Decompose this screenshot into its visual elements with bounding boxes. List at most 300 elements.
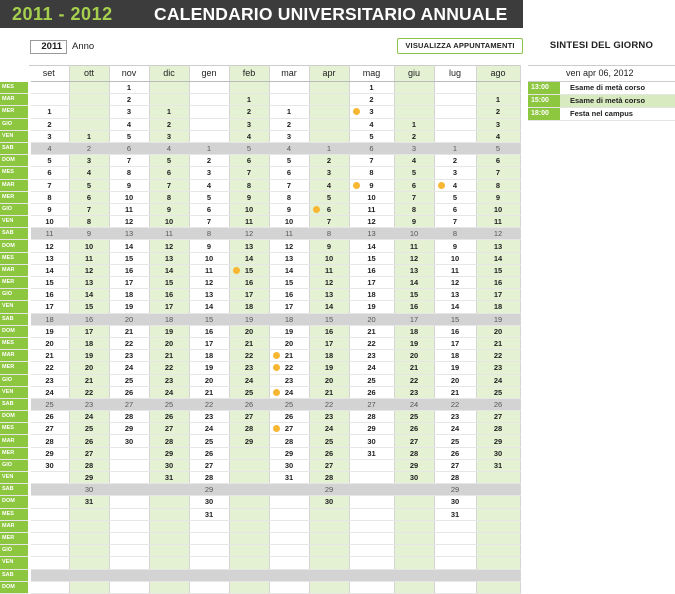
day-cell[interactable] <box>476 325 520 337</box>
day-cell[interactable] <box>109 301 149 313</box>
day-cell[interactable] <box>394 545 434 557</box>
day-cell[interactable] <box>29 569 69 581</box>
day-cell[interactable] <box>476 386 520 398</box>
day-cell[interactable] <box>149 289 189 301</box>
day-cell[interactable] <box>149 277 189 289</box>
day-cell[interactable] <box>349 313 394 325</box>
day-cell[interactable] <box>476 179 520 191</box>
day-cell[interactable] <box>349 423 394 435</box>
day-cell[interactable] <box>434 532 476 544</box>
day-cell[interactable] <box>269 447 309 459</box>
day-cell[interactable] <box>69 545 109 557</box>
day-cell[interactable] <box>229 386 269 398</box>
day-cell[interactable] <box>29 191 69 203</box>
day-cell[interactable] <box>476 203 520 215</box>
day-cell[interactable] <box>394 569 434 581</box>
day-cell[interactable] <box>109 581 149 593</box>
day-cell[interactable] <box>476 350 520 362</box>
day-cell[interactable] <box>434 435 476 447</box>
day-cell[interactable] <box>269 191 309 203</box>
day-cell[interactable] <box>434 130 476 142</box>
day-cell[interactable] <box>229 398 269 410</box>
day-cell[interactable] <box>189 130 229 142</box>
day-cell[interactable] <box>229 142 269 154</box>
day-cell[interactable] <box>349 337 394 349</box>
day-cell[interactable] <box>69 447 109 459</box>
day-cell[interactable] <box>149 203 189 215</box>
day-cell[interactable] <box>394 240 434 252</box>
day-cell[interactable] <box>149 191 189 203</box>
day-cell[interactable] <box>309 398 349 410</box>
day-cell[interactable] <box>189 423 229 435</box>
day-cell[interactable] <box>69 472 109 484</box>
day-cell[interactable] <box>434 362 476 374</box>
day-cell[interactable] <box>309 203 349 215</box>
day-cell[interactable] <box>349 374 394 386</box>
day-cell[interactable] <box>349 240 394 252</box>
day-cell[interactable] <box>476 557 520 569</box>
day-cell[interactable] <box>229 459 269 471</box>
day-cell[interactable] <box>29 301 69 313</box>
day-cell[interactable] <box>149 520 189 532</box>
day-cell[interactable] <box>476 459 520 471</box>
day-cell[interactable] <box>189 155 229 167</box>
day-cell[interactable] <box>69 484 109 496</box>
day-cell[interactable] <box>149 142 189 154</box>
day-cell[interactable] <box>434 581 476 593</box>
day-cell[interactable] <box>476 216 520 228</box>
day-cell[interactable] <box>29 362 69 374</box>
day-cell[interactable] <box>476 142 520 154</box>
day-cell[interactable] <box>29 350 69 362</box>
day-cell[interactable] <box>476 228 520 240</box>
day-cell[interactable] <box>109 484 149 496</box>
day-cell[interactable] <box>189 301 229 313</box>
day-cell[interactable] <box>29 289 69 301</box>
day-cell[interactable] <box>434 167 476 179</box>
day-cell[interactable] <box>394 496 434 508</box>
day-cell[interactable] <box>269 459 309 471</box>
day-cell[interactable] <box>434 374 476 386</box>
day-cell[interactable] <box>476 277 520 289</box>
day-cell[interactable] <box>29 313 69 325</box>
day-cell[interactable] <box>149 252 189 264</box>
day-cell[interactable] <box>229 581 269 593</box>
day-cell[interactable] <box>269 277 309 289</box>
day-cell[interactable] <box>349 386 394 398</box>
day-cell[interactable] <box>69 386 109 398</box>
day-cell[interactable] <box>434 496 476 508</box>
day-cell[interactable] <box>394 581 434 593</box>
day-cell[interactable] <box>29 374 69 386</box>
day-cell[interactable] <box>309 106 349 118</box>
day-cell[interactable] <box>309 569 349 581</box>
day-cell[interactable] <box>309 362 349 374</box>
day-cell[interactable] <box>189 411 229 423</box>
day-cell[interactable] <box>309 313 349 325</box>
day-cell[interactable] <box>269 484 309 496</box>
day-cell[interactable] <box>309 386 349 398</box>
day-cell[interactable] <box>29 532 69 544</box>
day-cell[interactable] <box>269 337 309 349</box>
day-cell[interactable] <box>229 557 269 569</box>
day-cell[interactable] <box>149 472 189 484</box>
day-cell[interactable] <box>189 435 229 447</box>
day-cell[interactable] <box>69 203 109 215</box>
day-cell[interactable] <box>189 447 229 459</box>
day-cell[interactable] <box>269 155 309 167</box>
day-cell[interactable] <box>349 411 394 423</box>
day-cell[interactable] <box>229 508 269 520</box>
day-cell[interactable] <box>394 325 434 337</box>
day-cell[interactable] <box>269 350 309 362</box>
day-cell[interactable] <box>29 398 69 410</box>
day-cell[interactable] <box>349 508 394 520</box>
day-cell[interactable] <box>309 545 349 557</box>
day-cell[interactable] <box>269 325 309 337</box>
day-cell[interactable] <box>394 374 434 386</box>
day-cell[interactable] <box>394 337 434 349</box>
day-cell[interactable] <box>269 313 309 325</box>
day-cell[interactable] <box>229 167 269 179</box>
day-cell[interactable] <box>189 545 229 557</box>
day-cell[interactable] <box>476 118 520 130</box>
day-cell[interactable] <box>434 484 476 496</box>
view-appointments-button[interactable]: VISUALIZZA APPUNTAMENTI <box>397 38 523 54</box>
day-cell[interactable] <box>434 252 476 264</box>
day-cell[interactable] <box>109 569 149 581</box>
day-cell[interactable] <box>229 301 269 313</box>
day-cell[interactable] <box>29 508 69 520</box>
day-cell[interactable] <box>109 362 149 374</box>
day-cell[interactable] <box>149 545 189 557</box>
day-cell[interactable] <box>149 106 189 118</box>
day-cell[interactable] <box>149 508 189 520</box>
day-cell[interactable] <box>349 289 394 301</box>
day-cell[interactable] <box>149 264 189 276</box>
day-cell[interactable] <box>69 362 109 374</box>
day-cell[interactable] <box>476 252 520 264</box>
day-cell[interactable] <box>349 532 394 544</box>
day-cell[interactable] <box>69 179 109 191</box>
day-cell[interactable] <box>309 484 349 496</box>
day-cell[interactable] <box>434 545 476 557</box>
day-cell[interactable] <box>434 557 476 569</box>
day-cell[interactable] <box>109 167 149 179</box>
day-cell[interactable] <box>109 411 149 423</box>
day-cell[interactable] <box>149 435 189 447</box>
day-cell[interactable] <box>189 167 229 179</box>
day-cell[interactable] <box>269 301 309 313</box>
day-cell[interactable] <box>394 362 434 374</box>
day-cell[interactable] <box>309 459 349 471</box>
day-cell[interactable] <box>109 520 149 532</box>
day-cell[interactable] <box>349 82 394 94</box>
day-cell[interactable] <box>189 191 229 203</box>
day-cell[interactable] <box>394 289 434 301</box>
day-cell[interactable] <box>149 82 189 94</box>
day-cell[interactable] <box>69 435 109 447</box>
day-cell[interactable] <box>229 472 269 484</box>
day-cell[interactable] <box>29 423 69 435</box>
day-cell[interactable] <box>229 216 269 228</box>
day-cell[interactable] <box>189 484 229 496</box>
day-cell[interactable] <box>29 459 69 471</box>
day-cell[interactable] <box>149 155 189 167</box>
day-cell[interactable] <box>309 82 349 94</box>
day-cell[interactable] <box>434 118 476 130</box>
day-cell[interactable] <box>69 277 109 289</box>
day-cell[interactable] <box>149 362 189 374</box>
day-cell[interactable] <box>434 459 476 471</box>
day-cell[interactable] <box>394 155 434 167</box>
day-cell[interactable] <box>229 484 269 496</box>
day-cell[interactable] <box>309 520 349 532</box>
summary-event-row[interactable] <box>528 82 675 95</box>
day-cell[interactable] <box>476 289 520 301</box>
day-cell[interactable] <box>69 313 109 325</box>
day-cell[interactable] <box>69 118 109 130</box>
day-cell[interactable] <box>69 82 109 94</box>
day-cell[interactable] <box>69 459 109 471</box>
day-cell[interactable] <box>69 240 109 252</box>
day-cell[interactable] <box>29 411 69 423</box>
day-cell[interactable] <box>149 118 189 130</box>
day-cell[interactable] <box>29 472 69 484</box>
day-cell[interactable] <box>69 496 109 508</box>
day-cell[interactable] <box>309 532 349 544</box>
day-cell[interactable] <box>309 277 349 289</box>
day-cell[interactable] <box>189 374 229 386</box>
day-cell[interactable] <box>394 94 434 106</box>
day-cell[interactable] <box>309 252 349 264</box>
day-cell[interactable] <box>476 447 520 459</box>
day-cell[interactable] <box>269 228 309 240</box>
day-cell[interactable] <box>109 423 149 435</box>
day-cell[interactable] <box>394 167 434 179</box>
day-cell[interactable] <box>349 472 394 484</box>
day-cell[interactable] <box>309 325 349 337</box>
day-cell[interactable] <box>189 313 229 325</box>
day-cell[interactable] <box>149 313 189 325</box>
day-cell[interactable] <box>476 532 520 544</box>
day-cell[interactable] <box>476 313 520 325</box>
day-cell[interactable] <box>269 362 309 374</box>
day-cell[interactable] <box>189 472 229 484</box>
day-cell[interactable] <box>109 496 149 508</box>
day-cell[interactable] <box>349 252 394 264</box>
day-cell[interactable] <box>476 520 520 532</box>
day-cell[interactable] <box>109 398 149 410</box>
day-cell[interactable] <box>189 289 229 301</box>
day-cell[interactable] <box>476 301 520 313</box>
day-cell[interactable] <box>269 106 309 118</box>
day-cell[interactable] <box>476 362 520 374</box>
day-cell[interactable] <box>394 447 434 459</box>
day-cell[interactable] <box>434 350 476 362</box>
day-cell[interactable] <box>434 142 476 154</box>
day-cell[interactable] <box>229 106 269 118</box>
day-cell[interactable] <box>434 520 476 532</box>
day-cell[interactable] <box>269 472 309 484</box>
day-cell[interactable] <box>229 94 269 106</box>
day-cell[interactable] <box>69 532 109 544</box>
day-cell[interactable] <box>269 130 309 142</box>
day-cell[interactable] <box>109 557 149 569</box>
day-cell[interactable] <box>29 155 69 167</box>
day-cell[interactable] <box>269 545 309 557</box>
day-cell[interactable] <box>229 82 269 94</box>
day-cell[interactable] <box>29 142 69 154</box>
day-cell[interactable] <box>309 167 349 179</box>
day-cell[interactable] <box>229 350 269 362</box>
day-cell[interactable] <box>476 545 520 557</box>
day-cell[interactable] <box>149 557 189 569</box>
day-cell[interactable] <box>434 301 476 313</box>
day-cell[interactable] <box>269 435 309 447</box>
day-cell[interactable] <box>229 313 269 325</box>
day-cell[interactable] <box>349 106 394 118</box>
day-cell[interactable] <box>476 191 520 203</box>
day-cell[interactable] <box>349 130 394 142</box>
day-cell[interactable] <box>394 313 434 325</box>
day-cell[interactable] <box>269 508 309 520</box>
day-cell[interactable] <box>229 118 269 130</box>
day-cell[interactable] <box>29 94 69 106</box>
day-cell[interactable] <box>269 118 309 130</box>
day-cell[interactable] <box>69 191 109 203</box>
day-cell[interactable] <box>349 94 394 106</box>
day-cell[interactable] <box>229 277 269 289</box>
year-input[interactable]: 2011 <box>30 40 67 54</box>
day-cell[interactable] <box>229 374 269 386</box>
day-cell[interactable] <box>69 337 109 349</box>
day-cell[interactable] <box>109 289 149 301</box>
day-cell[interactable] <box>394 203 434 215</box>
day-cell[interactable] <box>69 557 109 569</box>
day-cell[interactable] <box>476 106 520 118</box>
day-cell[interactable] <box>349 545 394 557</box>
day-cell[interactable] <box>269 252 309 264</box>
day-cell[interactable] <box>69 508 109 520</box>
day-cell[interactable] <box>394 216 434 228</box>
day-cell[interactable] <box>349 520 394 532</box>
day-cell[interactable] <box>309 423 349 435</box>
day-cell[interactable] <box>149 350 189 362</box>
day-cell[interactable] <box>149 325 189 337</box>
day-cell[interactable] <box>269 374 309 386</box>
day-cell[interactable] <box>29 167 69 179</box>
day-cell[interactable] <box>349 228 394 240</box>
day-cell[interactable] <box>394 142 434 154</box>
day-cell[interactable] <box>434 289 476 301</box>
day-cell[interactable] <box>189 228 229 240</box>
day-cell[interactable] <box>309 191 349 203</box>
day-cell[interactable] <box>269 203 309 215</box>
day-cell[interactable] <box>349 179 394 191</box>
day-cell[interactable] <box>69 216 109 228</box>
day-cell[interactable] <box>269 179 309 191</box>
day-cell[interactable] <box>149 411 189 423</box>
day-cell[interactable] <box>269 496 309 508</box>
day-cell[interactable] <box>309 508 349 520</box>
day-cell[interactable] <box>394 228 434 240</box>
day-cell[interactable] <box>69 106 109 118</box>
day-cell[interactable] <box>394 179 434 191</box>
day-cell[interactable] <box>476 411 520 423</box>
day-cell[interactable] <box>394 557 434 569</box>
day-cell[interactable] <box>269 532 309 544</box>
day-cell[interactable] <box>109 264 149 276</box>
day-cell[interactable] <box>476 435 520 447</box>
day-cell[interactable] <box>149 179 189 191</box>
day-cell[interactable] <box>394 472 434 484</box>
day-cell[interactable] <box>394 398 434 410</box>
day-cell[interactable] <box>189 240 229 252</box>
day-cell[interactable] <box>394 423 434 435</box>
day-cell[interactable] <box>229 130 269 142</box>
day-cell[interactable] <box>434 240 476 252</box>
day-cell[interactable] <box>149 337 189 349</box>
day-cell[interactable] <box>309 374 349 386</box>
day-cell[interactable] <box>229 545 269 557</box>
day-cell[interactable] <box>309 472 349 484</box>
day-cell[interactable] <box>309 118 349 130</box>
day-cell[interactable] <box>394 435 434 447</box>
day-cell[interactable] <box>229 203 269 215</box>
day-cell[interactable] <box>394 459 434 471</box>
day-cell[interactable] <box>476 337 520 349</box>
summary-date[interactable]: ven apr 06, 2012 <box>528 65 675 82</box>
day-cell[interactable] <box>476 496 520 508</box>
day-cell[interactable] <box>69 301 109 313</box>
day-cell[interactable] <box>109 142 149 154</box>
day-cell[interactable] <box>434 472 476 484</box>
day-cell[interactable] <box>29 496 69 508</box>
day-cell[interactable] <box>229 423 269 435</box>
day-cell[interactable] <box>109 82 149 94</box>
day-cell[interactable] <box>394 386 434 398</box>
day-cell[interactable] <box>269 167 309 179</box>
day-cell[interactable] <box>349 325 394 337</box>
day-cell[interactable] <box>229 252 269 264</box>
day-cell[interactable] <box>476 423 520 435</box>
day-cell[interactable] <box>189 386 229 398</box>
day-cell[interactable] <box>269 94 309 106</box>
day-cell[interactable] <box>269 142 309 154</box>
day-cell[interactable] <box>109 313 149 325</box>
day-cell[interactable] <box>309 557 349 569</box>
day-cell[interactable] <box>476 472 520 484</box>
day-cell[interactable] <box>394 411 434 423</box>
day-cell[interactable] <box>476 155 520 167</box>
day-cell[interactable] <box>69 252 109 264</box>
day-cell[interactable] <box>434 337 476 349</box>
day-cell[interactable] <box>309 350 349 362</box>
day-cell[interactable] <box>394 252 434 264</box>
day-cell[interactable] <box>149 228 189 240</box>
day-cell[interactable] <box>69 374 109 386</box>
day-cell[interactable] <box>149 581 189 593</box>
day-cell[interactable] <box>269 240 309 252</box>
summary-event-row[interactable] <box>528 108 675 121</box>
day-cell[interactable] <box>309 435 349 447</box>
day-cell[interactable] <box>229 435 269 447</box>
day-cell[interactable] <box>349 581 394 593</box>
day-cell[interactable] <box>109 532 149 544</box>
day-cell[interactable] <box>229 411 269 423</box>
day-cell[interactable] <box>109 240 149 252</box>
